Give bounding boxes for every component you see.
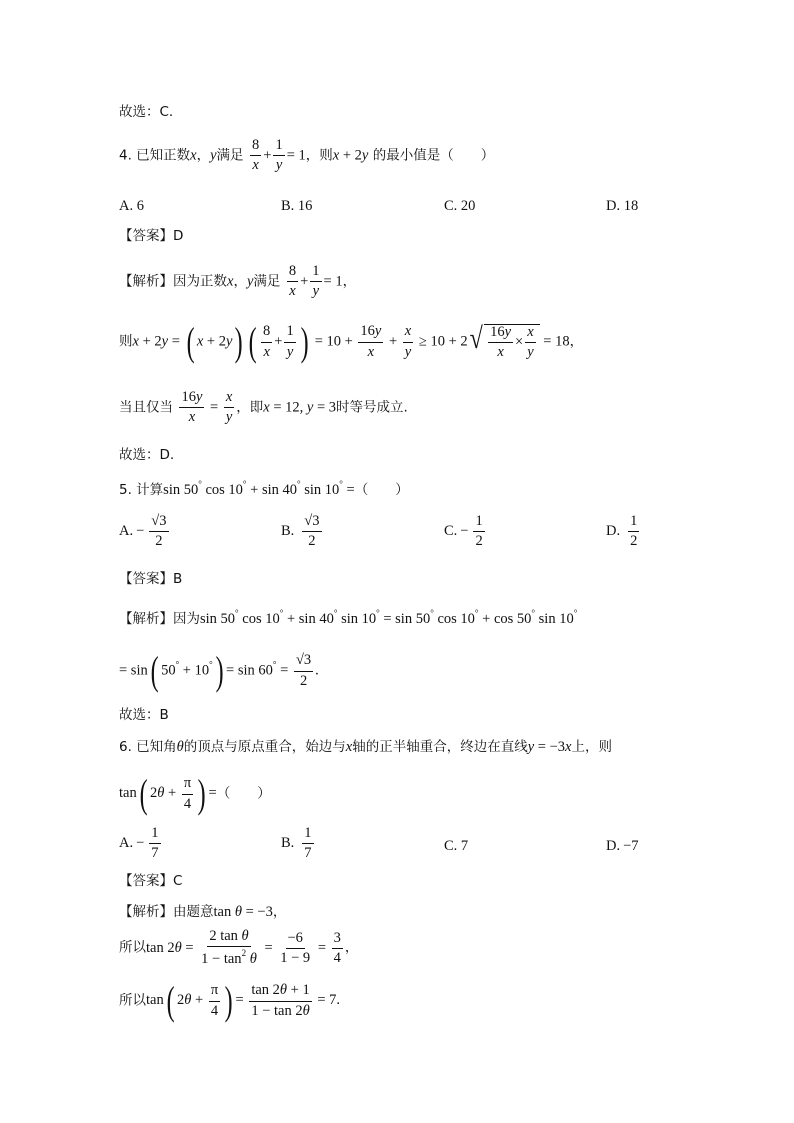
q4-analysis-1: 【解析】因为正数x，y满足 $\frac{8}{x}$ + $\frac{1}{y}$ = 1，	[119, 263, 357, 300]
q4-answer: 【答案】D	[119, 228, 184, 244]
q4-analysis-2: 则x + 2y = ( x + 2y) ( $\frac{8}{x}$ + $\frac{1}{y}$ ) = 10 + $\frac{16y}{x}$ + $\frac{x}{y}$ ≥ 10 + 2 √ $\frac{16y}{x}$ × $\frac{x}{y}$ = 18，	[119, 319, 584, 364]
q4-option-a: A. 6	[119, 198, 144, 214]
q4-option-b: B. 16	[281, 198, 313, 214]
q4-option-d: D. 18	[606, 198, 639, 214]
q5-option-c: C. − $\frac{1}{2}$	[444, 513, 483, 550]
q5-analysis-2: = sin( 50° + 10°) = sin 60° = $\frac{√3}{2}$ .	[119, 648, 319, 693]
q4-analysis-3: 当且仅当 $\frac{16y}{x}$ = $\frac{x}{y}$ ，即x = 12, y = 3时等号成立.	[119, 389, 408, 426]
q6-analysis-3: 所以tan( 2θ + $\frac{\pi}{4}$ ) = $\frac{\tan 2\theta + 1}{1 - \tan 2\theta}$ = 7.	[119, 978, 341, 1023]
q5-answer: 【答案】B	[119, 571, 183, 587]
q4-stem: 4. 已知正数x，y满足 $\frac{8}{x}$ + $\frac{1}{y}$ = 1，则x + 2y 的最小值是（ ）	[119, 137, 495, 174]
q6-answer: 【答案】C	[119, 873, 183, 889]
q6-analysis-1: 【解析】由题意tan θ = −3，	[119, 904, 287, 920]
q5-conclusion: 故选：B	[119, 707, 169, 723]
q4-option-c: C. 20	[444, 198, 476, 214]
q6-stem-2: tan( 2θ + $\frac{\pi}{4}$ ) =（ ）	[119, 771, 271, 816]
q4-conclusion: 故选：D.	[119, 447, 175, 463]
q6-stem: 6. 已知角θ的顶点与原点重合，始边与x轴的正半轴重合，终边在直线y = −3x上，则	[119, 739, 612, 755]
q6-option-c: C. 7	[444, 838, 469, 854]
q3-conclusion: 故选：C.	[119, 104, 174, 120]
q5-option-b: B. $\frac{√3}{2}$	[281, 513, 320, 550]
q6-option-d: D. −7	[606, 838, 639, 854]
q6-analysis-2: 所以tan 2θ = $\frac{\text{2 tan θ}}{1 - \tan^2 \theta}$ = $\frac{-6}{1 - 9}$ = $\frac{3}{4}$ ，	[119, 928, 359, 968]
q5-analysis-1: 【解析】因为sin 50° cos 10° + sin 40° sin 10° = sin 50° cos 10° + cos 50° sin 10°	[119, 608, 578, 627]
q6-option-b: B. $\frac{1}{7}$	[281, 825, 312, 862]
q5-stem: 5. 计算sin 50° cos 10° + sin 40° sin 10° =（ ）	[119, 479, 409, 498]
q6-option-a: A. − $\frac{1}{7}$	[119, 825, 159, 862]
q5-option-a: A. − $\frac{√3}{2}$	[119, 513, 167, 550]
q5-option-d: D. $\frac{1}{2}$	[606, 513, 638, 550]
